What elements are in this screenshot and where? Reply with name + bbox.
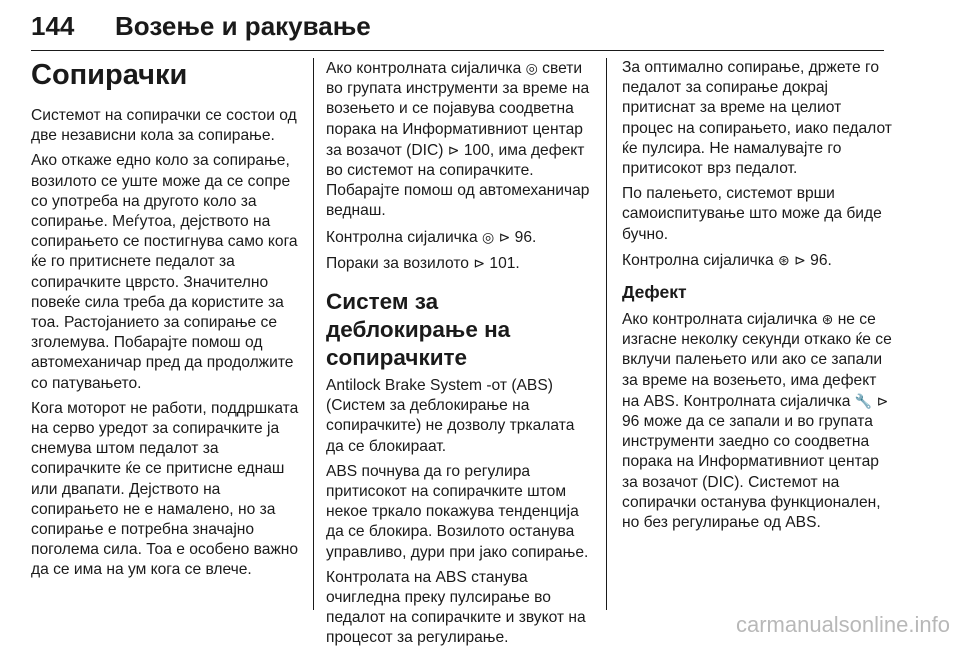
paragraph: Ако контролната сијаличка ⊛ не се изгасне неколку секунди откако ќе се вклучи палењето или ако се запали за време на возењето, има дефект на ABS. Контролната сијаличка 🔧 ⊳ 96 може да се запали и во групата инструменти заедно со соодветна порака на Информативниот центар за возачот (DIC). Системот на сопирачки останува функционален, но без регулирање од ABS. xyxy=(622,311,892,532)
watermark: carmanualsonline.info xyxy=(735,612,950,637)
page-number: 144 xyxy=(31,11,75,41)
column-divider xyxy=(313,58,314,610)
wrench-icon: 🔧 xyxy=(854,392,873,409)
paragraph: Контролна сијаличка ⊛ ⊳ 96. xyxy=(622,251,832,269)
column-3 xyxy=(622,58,892,538)
paragraph: Кога моторот не работи, поддршката на серво уредот за сопирачките ја снемува штом педалот за сопирачките ќе се притисне еднаш или двапати. Дејството на сопирањето не е намалено, но за сопирање е потребна значајно поголема сила. Тоа е особено важно да се има на ум кога се влече. xyxy=(31,399,299,579)
abs-warning-icon: ⊛ xyxy=(821,311,834,328)
column-2 xyxy=(326,58,592,654)
paragraph: Ако откаже едно коло за сопирање, возилото се уште може да се сопре со употреба на другото коло за сопирање. Меѓутоа, дејството на сопирањето се постигнува само кога ќе го притиснете педалот за сопирачките цврсто. Значително повеќе сила треба да користите за тоа. Растојанието за сопирање се зголемува. Побарајте помош од автомеханичар пред да продолжите со патувањето. xyxy=(31,152,298,392)
paragraph: Пораки за возилото ⊳ 101. xyxy=(326,254,520,272)
paragraph: Antilock Brake System -от (ABS) (Систем за деблокирање на сопирачките) не дозволу тркалата да се блокираат. xyxy=(326,377,575,455)
heading-fault: Дефект xyxy=(622,282,687,303)
column-1 xyxy=(31,58,301,586)
paragraph: Контролата на ABS станува очигледна преку пулсирање во педалот на сопирачките и звукот на процесот за регулирање. xyxy=(326,568,586,647)
paragraph: Ако контролната сијаличка ◎ свети во групата инструменти за време на возењето и се појавува соодветна порака на Информативниот центар за возачот (DIC) ⊳ 100, има дефект во системот на сопирачките. Побарајте помош од автомеханичар веднаш. xyxy=(326,60,590,220)
heading-abs: Систем за деблокирање на сопирачките xyxy=(326,289,511,371)
brake-warning-icon: ◎ xyxy=(525,60,538,76)
header-rule xyxy=(31,50,884,51)
paragraph: Контролна сијаличка ◎ ⊳ 96. xyxy=(326,228,537,246)
paragraph: ABS почнува да го регулира притисокот на сопирачките штом некое тркало покажува тенденција да се блокира. Возилото останува управливо, дури при јако сопирање. xyxy=(326,462,589,561)
page-ref-icon: ⊳ xyxy=(876,392,889,409)
page-ref-icon: ⊳ xyxy=(447,141,460,158)
paragraph: По палењето, системот врши самоиспитување што може да биде бучно. xyxy=(622,185,882,243)
page-header xyxy=(31,11,884,51)
page-ref-icon: ⊳ xyxy=(794,251,806,268)
abs-warning-icon: ⊛ xyxy=(778,251,790,268)
heading-brakes: Сопирачки xyxy=(31,59,188,91)
column-divider xyxy=(606,58,607,610)
paragraph: За оптимално сопирање, држете го педалот за сопирање докрај притиснат за време на целиот процес на сопирањето, иако педалот ќе пулсира. Не намалувајте го притисокот врз педалот. xyxy=(622,59,892,178)
paragraph: Системот на сопирачки се состои од две независни кола за сопирање. xyxy=(31,107,297,145)
page-ref-icon: ⊳ xyxy=(498,228,511,245)
brake-warning-icon: ◎ xyxy=(482,228,495,245)
page-ref-icon: ⊳ xyxy=(473,254,486,271)
section-title: Возење и ракување xyxy=(115,11,371,41)
